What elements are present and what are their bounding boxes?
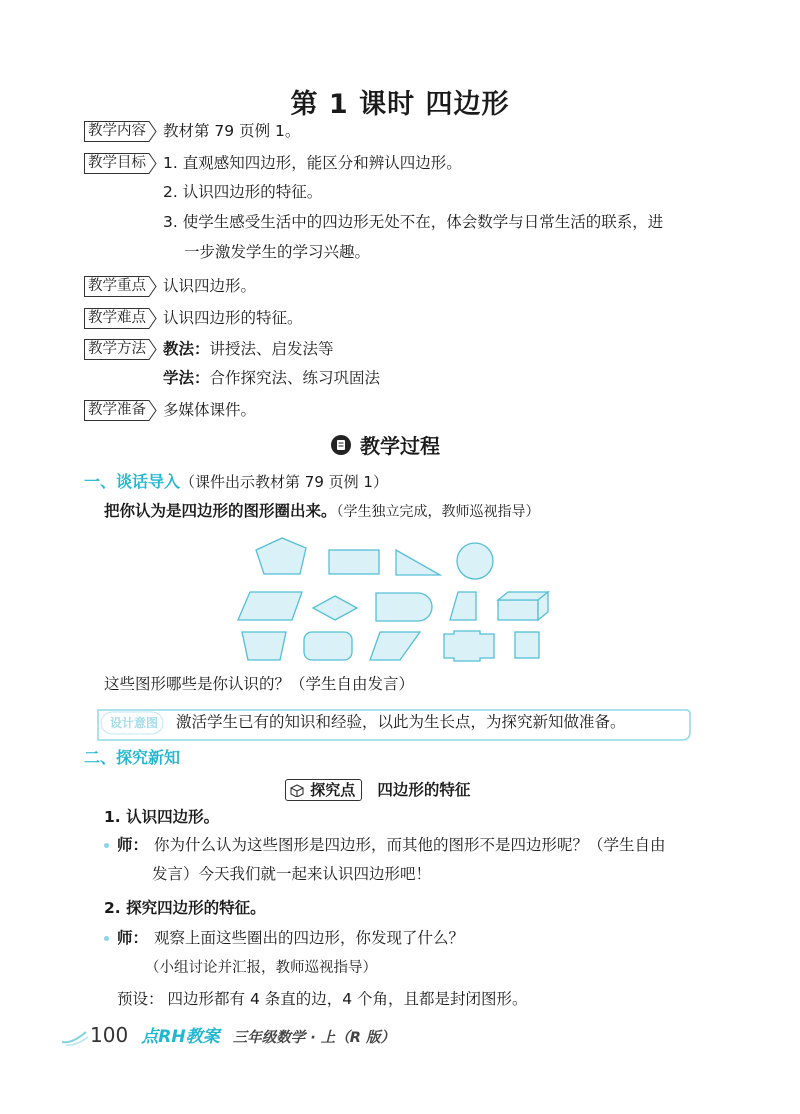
rounded-end-shape — [376, 593, 432, 621]
tag-difficulty: 教学难点 — [84, 308, 154, 329]
tag-preparation: 教学准备 — [84, 400, 154, 421]
cuboid-shape — [498, 592, 548, 620]
tag-objectives: 教学目标 — [84, 153, 154, 174]
difficulty-text: 认识四边形的特征。 — [163, 309, 303, 327]
trapezoid-shape — [242, 632, 286, 660]
method-learn: 学法：合作探究法、练习巩固法 — [163, 369, 381, 387]
teacher1-line1: 师： 你为什么认为这些图形是四边形，而其他的图形不是四边形呢？（学生自由 — [104, 834, 666, 856]
process-heading: 教学过程 — [330, 430, 440, 458]
method-teach: 教法：讲授法、启发法等 — [163, 340, 334, 358]
right-triangle-shape — [396, 550, 440, 575]
slanted-parallelogram-shape — [370, 632, 420, 660]
tag-method: 教学方法 — [84, 339, 154, 360]
objective-3-cont: 一步激发学生的学习兴趣。 — [184, 243, 371, 261]
teacher1-line2: 发言）今天我们就一起来认识四边形吧！ — [152, 865, 432, 883]
rhombus-shape — [313, 596, 357, 620]
objective-1: 1. 直观感知四边形，能区分和辨认四边形。 — [163, 154, 462, 172]
objective-2: 2. 认识四边形的特征。 — [163, 183, 323, 201]
section1-heading: 一、谈话导入（课件出示教材第 79 页例 1） — [84, 472, 388, 491]
page-number: 100 — [90, 1023, 129, 1047]
preset-line: 预设： 四边形都有 4 条直的边，4 个角，且都是封闭图形。 — [117, 990, 528, 1008]
rectangle-shape — [329, 550, 379, 574]
step2: 2. 探究四边形的特征。 — [104, 899, 266, 917]
design-text: 激活学生已有的知识和经验，以此为生长点，为探究新知做准备。 — [176, 713, 626, 731]
tag-key-point: 教学重点 — [84, 276, 154, 297]
content-text: 教材第 79 页例 1。 — [163, 122, 301, 140]
trapezoid-right-shape — [450, 592, 476, 620]
teacher2-line: 师： 观察上面这些圈出的四边形，你发现了什么？ — [104, 927, 464, 949]
section2-heading: 二、探究新知 — [84, 748, 181, 767]
page-title: 第 1 课时 四边形 — [290, 89, 510, 120]
preparation-text: 多媒体课件。 — [163, 401, 257, 419]
design-label: 设计意图 — [110, 716, 159, 730]
footer — [60, 1022, 395, 1047]
bullet-icon — [104, 936, 109, 941]
group-note: （小组讨论并汇报，教师巡视指导） — [145, 960, 377, 976]
step1: 1. 认识四边形。 — [104, 808, 220, 826]
brand-logo: 点RH教案 — [141, 1027, 220, 1047]
cube-icon — [289, 783, 305, 797]
parallelogram-shape — [238, 592, 302, 620]
key-point-text: 认识四边形。 — [163, 277, 257, 295]
footer-subtitle: 三年级数学 · 上（R 版） — [232, 1030, 396, 1046]
circle-shape — [457, 543, 493, 579]
explore-badge: 探究点 — [285, 779, 362, 801]
explore-point-header: 探究点 四边形的特征 — [285, 778, 470, 802]
square-shape — [515, 632, 539, 658]
book-icon — [330, 434, 352, 456]
shapes-figure — [230, 534, 560, 664]
section1-question: 这些图形哪些是你认识的？（学生自由发言） — [104, 675, 415, 693]
design-intent-box — [96, 706, 690, 740]
notched-rectangle-shape — [444, 631, 494, 661]
pentagon-shape — [256, 538, 306, 574]
tag-content: 教学内容 — [84, 121, 154, 142]
section1-task: 把你认为是四边形的图形圈出来。（学生独立完成，教师巡视指导） — [104, 502, 540, 520]
rounded-rectangle-shape — [304, 632, 352, 660]
objective-3: 3. 使学生感受生活中的四边形无处不在，体会数学与日常生活的联系，进 — [163, 213, 664, 231]
swoosh-icon — [60, 1024, 90, 1046]
bullet-icon — [104, 843, 109, 848]
